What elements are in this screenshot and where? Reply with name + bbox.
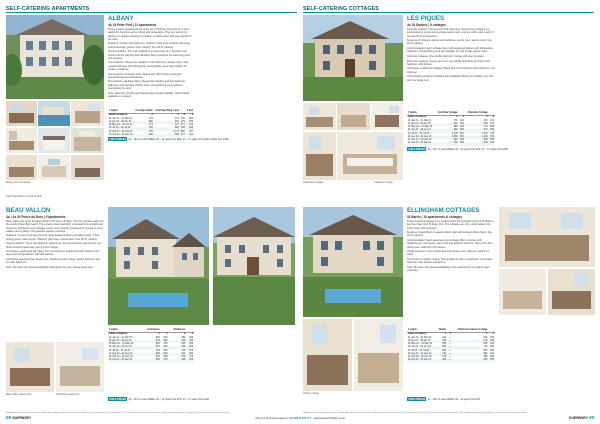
table-cell: 1,179 [451,132,458,135]
table-cell: 827 [174,124,179,126]
albany-photo-1 [6,101,37,126]
table-cell: 491 [460,119,464,122]
left-footnote: Holiday prices (except prices based on Condor day sailing) include return travel by car from Poole to Guernsey (3hr) or Portsmouth (7hr). Prices based on fast ferry from Poole. Flight supplements apply. See page 6 for full terms and prices for other ports. [6,412,230,415]
table-cell: 569 [490,349,494,352]
table-cell: 628 [186,127,194,130]
table-cell: 819 [460,132,464,135]
table-cell: 609 [154,121,180,124]
table-cell: 849 [168,353,186,356]
ellingham-title: ELLINGHAM COTTAGES [407,207,480,214]
ellingham-photo-2 [303,319,352,391]
albany-child-prices [108,137,229,141]
table-header: Studio [437,329,447,333]
table-cell: 449 [163,343,168,345]
table-cell: 579 [442,356,447,358]
ellingham-para: Accommodation: Each apartment and cottage offers a kitchen with fridge/freezer, microwave, oven, hob and washing machine, living room with dining area, bathroom and shower. [407,239,493,249]
beau-vallon-photo-4 [56,342,104,392]
table-cell: 01 Oct 23 – 31 Dec 23 [407,142,435,145]
table-cell: 539 [452,359,488,362]
table-cell: — [448,336,451,339]
table-subheader: Adult occupancy [408,333,427,336]
right-footnote: Holiday prices (except prices based on Condor day sailing) include return travel by car from Poole to Guernsey (3hr) or Portsmouth (7hr). Prices based on fast ferry from Poole. Flight supplements apply. See page 6 for full terms and prices for other ports. [303,412,527,415]
table-cell: 399 [490,339,494,342]
table-cell: 451 [186,134,194,137]
albany-para: One bedroom: Sleeps two. Double or twin bedroom, shower room, fully-equipped kitchen with dishwasher, lounge/dining area with satellite TV, terrace or balcony. [108,61,189,71]
table-subheader: Adult occupancy [109,114,128,117]
left-page-header: SELF-CATERING APARTMENTS [6,6,90,12]
table-subheader: 2 [486,116,488,119]
table-cell: 01 May 23 – 31 May 23 [109,343,134,345]
table-cell: 01 Apr 23 – 30 Apr 23 [407,340,437,343]
table-cell: 489 [142,359,161,362]
photo-caption: Beau Vallon apartments [6,393,32,396]
table-cell: — [448,359,451,362]
table-cell: 787 [189,130,193,133]
left-page-number: 68 GUERNSEY [6,415,32,420]
les-piques-title: LES PIQUES [407,15,445,22]
contact-phone[interactable]: 08444 937 777 [294,417,312,420]
table-cell: 479 [490,122,494,125]
booking-contact [150,417,450,420]
table-subheader: 4 [492,116,494,119]
table-cell: 599 [168,346,186,349]
table-cell: 639 [460,139,464,141]
table-subheader: Adult occupancy [109,333,128,336]
table-cell: 449 [168,340,186,343]
table-cell: 639 [155,356,160,358]
table-cell: — [448,339,451,342]
beau-vallon-main-photo [108,207,209,325]
table-cell: 01 Sep 23 – 30 Sep 23 [109,356,133,358]
table-cell: 01 Oct 23 – 31 Dec 23 [108,359,142,362]
table-cell: 399 [180,117,185,120]
table-cell: 349 [186,340,194,343]
beau-para: Beau Vallon sits in the beautiful parish of St Pierre du Bois, only five minutes walk from the sandy L'Eree Bay beach. The property was beautifully renovated from a traditional Guernsey farmhouse and cottages, and is now perfectly positioned for guests to enjoy walking and cycling in the peaceful western parishes. [6,220,104,233]
child-prices-text: 01 – 06 2-3 years FREE | 04 – 12 years from £79 [427,397,480,401]
albany-para: These modern apartments are at the top of St Peter Port and are a short walk from the town centre, shops and restaurants. They are perfect for families or couples wanting to combine a relaxing stay with easy access to the town. [108,28,192,41]
table-header: 2 Bedroom Classic Cottage [452,329,488,333]
les-piques-photo-2 [303,103,336,130]
table-cell: 699 [465,123,489,126]
photo-caption: Open plan kitchen, lounge & diner [6,195,43,198]
albany-title: ALBANY [108,15,134,22]
table-cell: 576 [189,124,193,126]
header-rule [6,12,297,13]
table-cell: 1,174 [173,130,179,133]
table-subheader: 4 [191,333,193,336]
table-cell: 599 [490,129,494,132]
albany-para: One bedroom courtyard suite: Sleeps two. With private courtyard, lounge/dining area and kitchen. [108,72,182,79]
table-cell: 599 [134,134,154,137]
table-cell: 819 [483,349,488,352]
ellingham-table-body [407,337,495,363]
albany-photo-3 [71,101,104,126]
table-cell: 01 Aug 23 – 31 Aug 23 [109,130,133,133]
table-subheader: Adult occupancy [408,116,427,119]
table-subheader: 4 [462,116,464,119]
table-cell: 577 [180,124,185,126]
table-header: Farmhouse [142,329,161,333]
beau-para: Farmhouse apartments 4♣: Sleep four, two bedroom apartments with shower room, open plan lounge/kitchen with dishwasher. [6,250,100,257]
table-subheader: 2 [184,333,186,336]
albany-photo-2 [38,101,70,126]
table-cell: 735 [453,119,458,122]
table-cell: 685 [460,129,464,132]
les-piques-para: Hedrangea & Wisteria cottages: Sleep four, two bedrooms with bathroom, one sofa bed. [407,67,495,74]
table-cell: 459 [186,121,194,124]
table-header: Gold Star Cottage [435,112,458,116]
les-piques-photo-6 [337,132,403,180]
table-cell: 599 [134,121,154,124]
table-cell: 477 [180,133,185,136]
table-cell: 599 [437,346,447,349]
table-cell: 729 [181,349,186,352]
albany-photo-9 [71,155,104,180]
ellingham-photo-3 [354,319,403,391]
table-cell: 669 [161,353,169,356]
table-cell: 01 Aug 23 – 31 Aug 23 [407,136,435,139]
beau-vallon-description [6,220,104,338]
albany-para: Two bedroom 4♣ Page Wing: Sleeps four. Double and twin bedroom, bathroom and separate shower room, lounge/dining area, balcony overlooking the pool. [108,80,186,90]
table-cell: 469 [490,356,494,358]
table-cell: 689 [483,356,488,358]
table-cell: — [448,356,451,358]
photo-caption: Character cottage [374,181,394,184]
child-prices-label: CHILD PRICES [109,137,127,141]
table-cell: 01 Jul 23 – 31 Jul 23 [109,349,131,352]
les-piques-para: Accommodation: Each cottage has a fully-equipped kitchen with dishwasher, bathroom, lounge/dining area with satellite TV, and private garden area. [407,47,494,54]
table-cell: 01 Apr 23 – 30 Apr 23 [108,121,134,124]
beau-para: Note: We have only limited availability throughout the year, please book early. [6,265,94,269]
photo-caption: Farmhouse apartment [56,393,80,396]
table-cell: 549 [181,343,186,345]
table-cell: 529 [490,126,494,128]
table-subheader: 4 [166,333,168,336]
table-header: 7 nights [108,110,134,114]
table-cell: 299 [189,336,193,339]
table-cell: 01 Jan 23 – 31 Mar 23 [408,336,431,339]
ellingham-para: Two bedroom classic cottage: One double and twin, a bathroom, downstairs bathroom with shower and kitchen. [407,258,493,265]
table-subheader: 2 [444,333,447,336]
table-header: A.W Page Wing 1 bed [155,110,179,112]
beau-para: Accommodation: Three one bedroom apartments, five two bedroom apartments, one three bedroom apartment and a 2 bed cottage. [6,242,102,249]
ellingham-photo-4 [499,207,595,267]
les-piques-child-prices [407,147,508,151]
beau-vallon-photo-3 [6,342,54,392]
table-cell: 579 [189,349,193,352]
table-cell: 469 [437,359,447,362]
table-cell: 819 [435,123,458,126]
table-subheader: 3 [183,114,185,117]
table-cell: 479 [180,120,185,123]
table-row [407,142,495,145]
albany-main-photo [6,15,104,99]
albany-photo-7 [6,155,37,180]
table-cell: 549 [442,343,447,345]
table-cell: 01 May 23 – 31 May 23 [408,126,433,128]
child-prices-label: CHILD PRICES [408,397,426,401]
table-cell: 899 [453,126,458,128]
photo-caption: Hedrangea cottage [303,181,324,184]
table-cell: 779 [483,126,488,128]
table-cell: 799 [155,349,160,352]
les-piques-price-table [407,112,495,146]
beau-para: Penthouse apartment 4♣: Sleeps four. Apartment with a large, double bedroom and en-suite bathroom. [6,258,100,265]
table-cell: 429 [189,343,193,345]
table-cell: 01 May 23 – 30 Jun 23 [109,124,133,126]
table-cell: — [448,346,451,349]
les-piques-photo-5 [303,132,336,180]
table-cell: 01 Sep 23 – 30 Sep 23 [408,139,432,141]
table-subheader: 4 [191,114,193,117]
table-cell: 619 [483,119,488,122]
table-subheader: 2 [486,333,488,336]
table-cell: 519 [483,336,488,339]
table-cell: 773 [148,124,153,126]
table-cell: 799 [148,130,153,133]
albany-para: Note: Saturday, Sunday and Wednesday arrivals available. Short breaks available on request. [108,91,190,98]
albany-photo-6 [71,128,104,153]
table-cell: 589 [163,349,168,352]
table-subheader: 2 [158,333,160,336]
les-piques-para: Ebenezer cottages: Sleeps up to six, two double bedrooms and twin room, bathroom with shower. [407,59,491,66]
right-page-number: GUERNSEY 69 [568,415,594,420]
table-cell: 1,099 [465,136,489,139]
table-cell: 01 Jul 23 – 31 Jul 23 [408,349,430,352]
table-cell: 01 Jun 23 – 30 Jun 23 [407,346,437,349]
table-cell: 899 [142,353,161,356]
beau-vallon-subtitle: 4♣ / 4♣ St Pierre du Bois | 9 apartments [6,215,66,219]
les-piques-photo-3 [337,103,370,130]
table-cell: 999 [435,129,458,132]
les-piques-subtitle: 4♣ St Saviour | 9 cottages [407,23,446,27]
right-page-header: SELF-CATERING COTTAGES [303,6,379,12]
beau-vallon-photo-2 [213,207,295,325]
table-cell: 01 Sep 23 – 30 Sep 23 [408,356,432,358]
table-cell: 879 [465,129,489,132]
child-prices-text: 01 – 06 2-3 years FREE | 04 – 12 years from £79 | 13 – 17 years from £109 [128,397,209,401]
table-cell: 369 [163,336,168,339]
ellingham-price-table [407,329,495,363]
albany-para: Accommodation: The main building is a conversion of a Victorian town house and the purpose-built 4♣ Page Wing overlooks the swimming pool and gardens. [108,50,190,60]
table-cell: 379 [161,359,169,362]
table-cell: 699 [186,353,194,356]
header-rule [303,12,594,13]
albany-price-table [108,110,194,137]
ellingham-para: Features: Guest library, heated outdoor pool with loungers (May–Sept), free Wi-Fi, parking. [407,231,493,238]
table-cell: 489 [155,336,160,339]
albany-photo-4 [6,128,37,153]
table-cell: 929 [453,139,458,141]
les-piques-para: Centrally located in the heart of rural Guernsey, these luxury cottages are surrounded by ponds and a private tennis court, and are within easy reach of the island's finest beaches. [407,28,494,38]
ellingham-para: Studio apartment: One double bed and shower room. Sleeps 2 adults & 1 infant. [407,250,490,257]
table-cell: 499 [186,346,194,349]
ellingham-child-prices [407,397,480,401]
table-cell: 1,259 [435,136,458,139]
table-header: Penthouse [168,329,186,333]
table-cell: 1,029 [481,132,488,135]
table-cell: 679 [142,346,161,349]
table-row [407,359,495,362]
table-cell: 439 [490,142,494,145]
les-piques-para: Gold star cottages: One double bedroom, lounge with open fireplace. [407,54,485,58]
table-cell: 899 [452,353,488,356]
table-cell: 01 Jun 23 – 30 Jun 23 [108,346,142,349]
albany-para: Features: Garden with barbecue, children's play area, outdoor swimming pool (seasonal), games room, laundry, free Wi-Fi, parking. [108,42,190,49]
table-cell: — [448,343,451,345]
child-prices-label: CHILD PRICES [408,147,426,151]
table-cell: 389 [181,336,186,339]
table-row [108,359,194,362]
table-cell: 619 [490,352,494,355]
table-cell: 479 [189,356,193,358]
table-subheader: 2 [177,114,179,117]
table-cell: 795 [134,127,154,130]
table-cell: 559 [490,139,494,141]
table-cell: 749 [437,353,447,356]
table-cell: 01 Jan 23 – 31 Mar 23 [109,336,132,339]
ellingham-photo-6 [548,269,595,315]
albany-table-body [108,118,194,138]
table-cell: 882 [154,127,180,130]
table-cell: 359 [490,336,494,339]
table-cell: 01 Jan 23 – 31 Mar 23 [408,119,431,122]
table-cell: 509 [460,142,464,145]
table-cell: 369 [490,359,494,362]
child-prices-label: CHILD PRICES [109,397,127,401]
contact-text: visit your local travel agent or call [255,417,294,420]
table-cell: 769 [490,135,494,138]
table-cell: 01 Jun 23 – 30 Jun 23 [407,129,435,132]
table-cell: 01 Apr 23 – 30 Apr 23 [108,340,142,343]
albany-description [108,28,194,104]
table-cell: 389 [189,117,193,120]
photo-caption: Classic cottage [303,392,320,395]
les-piques-para: Honeysuckle and Rose Cottages also available offering one double, one twin and one single bed. [407,75,494,82]
table-header: 7 nights [407,112,435,116]
table-subheader: 2 [456,116,458,119]
table-cell: 01 Apr 23 – 30 Apr 23 [407,123,435,126]
ellingham-description [407,220,495,316]
table-cell: 689 [442,349,447,352]
contact-website[interactable]: www.premierholidays.co.uk [313,417,345,420]
albany-subtitle: 4♣ St Peter Port | 12 apartments [108,23,157,27]
beau-vallon-title: BEAU VALLON [6,207,51,214]
ellingham-para: These detached cottages are nestled within the beautiful parish of St Martins, just five miles from St Peter Port. The cottages are only a short walk to the south coast cliffs and bays. [407,220,495,230]
table-cell: 01 Aug 23 – 31 Aug 23 [108,353,142,356]
table-cell: 879 [460,135,464,138]
table-cell: — [448,349,451,352]
table-header: Courtyard Suite [135,110,153,112]
beau-vallon-table-body [108,337,194,363]
table-cell: 449 [442,336,447,339]
table-cell: 596 [154,134,180,137]
table-cell: 01 Jan 23 – 31 Mar 23 [109,117,132,120]
table-cell: 419 [490,119,494,122]
table-cell: 579 [452,340,488,343]
table-subheader: 2 [151,114,153,117]
table-header: 7 nights [407,329,437,333]
ellingham-subtitle: St Martin | 10 apartments & cottages [407,215,463,219]
child-prices-text: 01 – 06 2-3 years FREE | 04 – 12 years from £99 | 13 – 17 years from £129 | adults from £199 [128,137,229,141]
table-cell: 719 [490,132,494,135]
table-subheader: 4 [492,333,494,336]
table-cell: 638 [180,127,185,130]
table-cell: 01 Oct 23 – 31 Dec 23 [407,359,437,362]
table-cell: 549 [460,122,464,125]
table-cell: 719 [452,346,488,349]
table-cell: 649 [465,142,489,145]
table-cell: 479 [148,117,153,120]
table-cell: 01 Aug 23 – 31 Aug 23 [407,353,437,356]
table-cell: 529 [161,346,169,349]
table-cell: 01 May 23 – 31 May 23 [408,343,433,345]
table-cell: 579 [181,356,186,358]
ellingham-main-photo [303,207,403,317]
albany-photo-8 [38,155,70,180]
table-cell: 01 Jul 23 – 31 Jul 23 [108,127,134,130]
table-cell: 329 [186,359,194,362]
table-cell: 499 [163,356,168,358]
table-cell: 439 [168,359,186,362]
child-prices-text: 01 – 06 2-3 years FREE | 04 – 12 years from £79 | 13 – 17 years from £109 [427,147,508,151]
table-cell: 489 [490,346,494,349]
beau-vallon-price-table [108,329,194,363]
table-cell: 609 [460,126,464,128]
right-page [300,0,600,424]
table-cell: 01 Jul 23 – 31 Jul 23 [408,132,430,135]
table-cell: 868 [180,130,185,133]
photo-caption: Albany from the garden [6,181,31,184]
table-cell: 809 [483,139,488,141]
les-piques-para: Features: 8 cottages, garden and barbecue, tennis court, games room, free Wi-Fi, parking. [407,39,492,46]
table-cell: 549 [142,340,161,343]
table-subheader: 4 [449,333,451,336]
table-cell: — [448,352,451,355]
les-piques-table-body [407,120,495,146]
table-cell: 759 [435,142,458,145]
table-header: Character Cottage [465,112,489,116]
ellingham-photo-5 [499,269,546,315]
table-header: 2 bed [187,110,193,112]
ellingham-para: Note: We have only limited availability in the apartments, two nights stays permitted. [407,265,490,273]
table-header: 7 nights [108,329,142,333]
table-cell: 499 [437,340,447,343]
les-piques-main-photo [303,15,403,101]
beau-para: Features: 5 acres of private grounds, large heated outdoor pool (May–Sept), 3 hole putting green, table tennis, children's play area, croquet lawn, free Wi-Fi, parking. [6,234,100,241]
table-cell: 399 [161,340,169,343]
table-cell: 629 [155,343,160,345]
table-cell: 449 [490,343,494,345]
les-piques-photo-4 [371,103,403,130]
les-piques-description [407,28,495,110]
beau-vallon-child-prices [108,397,209,401]
table-cell: 649 [483,343,488,345]
table-cell: 01 Sep 23 – 31 Dec 23 [109,133,133,136]
albany-photo-5 [38,128,70,153]
table-cell: 475 [174,117,179,120]
